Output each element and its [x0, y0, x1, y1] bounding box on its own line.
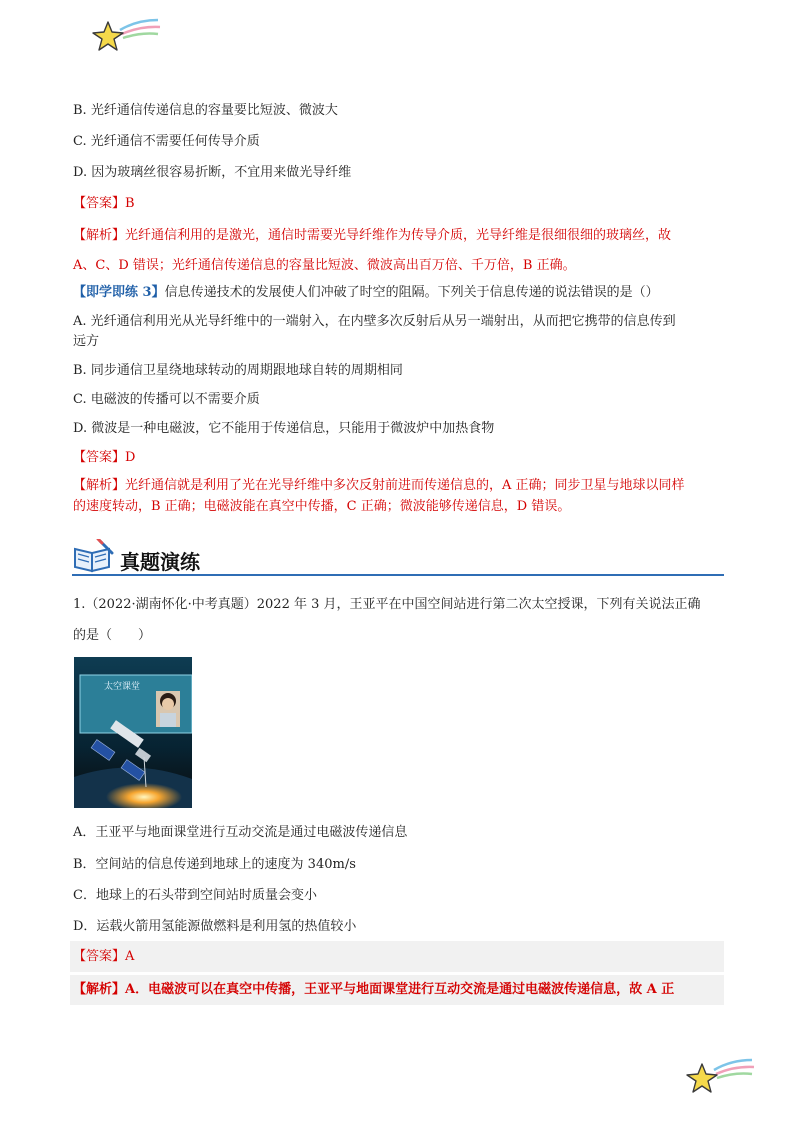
analysis-label: 【解析】 [73, 228, 126, 243]
q1-option-d: D．运载火箭用氢能源做燃料是利用氢的热值较小 [73, 919, 357, 934]
p3-option-a-line-1: A. 光纤通信利用光从光导纤维中的一端射入，在内壁多次反射后从另一端射出，从而把它携带的信息传到 [73, 314, 676, 329]
p3-option-d: D. 微波是一种电磁波，它不能用于传递信息，只能用于微波炉中加热食物 [73, 421, 495, 436]
analysis-3: 【解析】A．电磁波可以在真空中传播，王亚平与地面课堂进行互动交流是通过电磁波传递信息，故 A 正 [73, 982, 675, 997]
question-1-stem-line-2: 的是（ ） [73, 628, 152, 643]
option-b: B. 光纤通信传递信息的容量要比短波、微波大 [73, 103, 338, 118]
option-c: C. 光纤通信不需要任何传导介质 [73, 134, 260, 149]
analysis-1-line-1: 【解析】光纤通信利用的是激光，通信时需要光导纤维作为传导介质，光导纤维是很细很细的玻璃丝，故 [73, 228, 672, 243]
practice-tag: 【即学即练 3】 [73, 285, 165, 300]
shooting-star-icon [686, 1056, 756, 1098]
p3-option-b: B. 同步通信卫星绕地球转动的周期跟地球自转的周期相同 [73, 363, 403, 378]
q1-option-a: A．王亚平与地面课堂进行互动交流是通过电磁波传递信息 [73, 825, 408, 840]
option-d: D. 因为玻璃丝很容易折断，不宜用来做光导纤维 [73, 165, 352, 180]
shooting-star-icon [92, 16, 162, 56]
answer-box [70, 941, 724, 972]
q1-option-b: B．空间站的信息传递到地球上的速度为 340m/s [73, 857, 356, 872]
section-title: 真题演练 [120, 550, 200, 574]
q1-option-c: C．地球上的石头带到空间站时质量会变小 [73, 888, 317, 903]
section-divider [72, 574, 724, 576]
image-caption: 太空课堂 [104, 682, 141, 692]
space-station-image [74, 657, 192, 808]
question-1-stem-line-1: 1.（2022·湖南怀化·中考真题）2022 年 3 月，王亚平在中国空间站进行第二次太空授课，下列有关说法正确 [73, 597, 701, 612]
p3-option-c: C. 电磁波的传播可以不需要介质 [73, 392, 260, 407]
analysis-2-line-1: 【解析】光纤通信就是利用了光在光导纤维中多次反射前进而传递信息的，A 正确；同步卫星与地球以同样 [73, 478, 685, 493]
answer-3: 【答案】A [73, 949, 135, 964]
analysis-1-line-2: A、C、D 错误；光纤通信传递信息的容量比短波、微波高出百万倍、千万倍，B 正确。 [73, 258, 576, 273]
practice-3-question: 【即学即练 3】信息传递技术的发展使人们冲破了时空的阻隔。下列关于信息传递的说法错误的是（） [73, 285, 659, 300]
answer-2: 【答案】D [73, 450, 136, 465]
answer-label: 【答案】 [73, 196, 126, 211]
p3-option-a-line-2: 远方 [73, 334, 100, 349]
book-icon [72, 539, 116, 573]
analysis-2-line-2: 的速度转动，B 正确；电磁波能在真空中传播，C 正确；微波能够传递信息，D 错误。 [73, 499, 571, 514]
answer-1 [73, 195, 135, 213]
answer-value: B [125, 196, 135, 211]
